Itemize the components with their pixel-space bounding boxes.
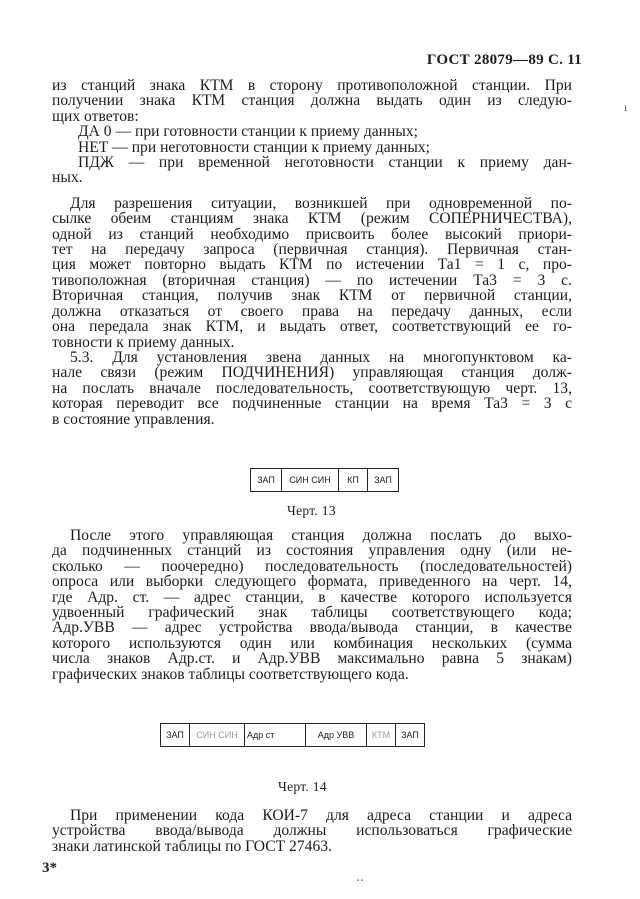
text-block-middle xyxy=(52,528,572,682)
text-line: Вторичная станция, получив знак КТМ от первичной станции, xyxy=(52,287,572,305)
text-line: Адр.УВВ — адрес устройства ввода/вывода станции, в качестве xyxy=(52,619,572,637)
text-line: Для разрешения ситуации, возникшей при одновременной по- xyxy=(70,194,572,212)
text-line: нале связи (режим ПОДЧИНЕНИЯ) управляющая станция долж- xyxy=(52,364,572,382)
sequence-cell: ЗАП xyxy=(367,469,399,491)
text-line: получении знака КТМ станция должна выдать один из следую- xyxy=(52,92,572,110)
text-line: тет на передачу запроса (первичная станция). Первичная стан- xyxy=(52,241,572,259)
text-line: щих ответов: xyxy=(52,107,139,125)
text-line: ция может повторно выдать КТМ по истечении Та1 = 1 с, про- xyxy=(52,256,572,274)
answer-line: ПДЖ — при временной неготовности станции к приему дан- xyxy=(78,154,572,172)
sequence-cell: СИН СИН xyxy=(189,724,244,746)
page-mark: ‥ xyxy=(356,870,365,884)
sequence-cell: Адр УВВ xyxy=(305,724,366,746)
text-line: тивоположная (вторичная станция) — по истечении Та3 = 3 с. xyxy=(52,271,572,289)
text-line: из станций знака КТМ в сторону противоположной станции. При xyxy=(52,77,572,94)
sequence-cell: СИН СИН xyxy=(281,469,338,491)
page-signature: 3* xyxy=(42,860,57,876)
text-block-top xyxy=(52,78,572,427)
text-line: графических знаков таблицы соответствующего кода. xyxy=(52,665,409,683)
text-line: знаки латинской таблицы по ГОСТ 27463. xyxy=(52,837,332,855)
answer-line: ДА 0 — при готовности станции к приему данных; xyxy=(78,123,418,141)
text-line: 5.3. Для установления звена данных на многопунктовом ка- xyxy=(70,348,572,366)
figure-13-sequence xyxy=(250,468,399,492)
text-line: опроса или выборки следующего формата, приведенного на черт. 14, xyxy=(52,573,572,591)
text-line: удвоенный графический знак таблицы соответствующего кода; xyxy=(52,604,572,622)
text-line: числа знаков Адр.ст. и Адр.УВВ максимально равна 5 знакам) xyxy=(52,650,572,668)
text-line: которого используются один или комбинация нескольких (сумма xyxy=(52,634,572,652)
text-line: она передала знак КТМ, и выдать ответ, соответствующий ее го- xyxy=(52,318,572,336)
text-line: да подчиненных станций из состояния управления одну (или не- xyxy=(52,542,572,560)
answer-line: ных. xyxy=(52,169,83,187)
sequence-cell: КП xyxy=(338,469,367,491)
text-line: сылке обеим станциям знака КТМ (режим СОПЕРНИЧЕСТВА), xyxy=(52,210,572,228)
text-line: После этого управляющая станция должна послать до выхо- xyxy=(70,527,572,544)
text-line: должна отказаться от своего права на передачу данных, если xyxy=(52,302,572,320)
margin-mark: ı xyxy=(624,100,628,114)
text-line: сколько — поочередно) последовательность (последовательностей) xyxy=(52,557,572,575)
sequence-cell: ЗАП xyxy=(395,724,425,746)
sequence-cell: ЗАП xyxy=(160,724,189,746)
text-line: где Адр. ст. — адрес станции, в качестве которого используется xyxy=(52,588,572,606)
sequence-cell: ЗАП xyxy=(250,469,281,491)
sequence-cell: КТМ xyxy=(366,724,395,746)
sequence-cell: Адр ст xyxy=(244,724,305,746)
page-header: ГОСТ 28079—89 С. 11 xyxy=(426,52,582,68)
figure-14-caption: Черт. 14 xyxy=(278,779,327,794)
text-line: в состояние управления. xyxy=(52,410,215,428)
text-line: При применении кода КОИ-7 для адреса станции и адреса xyxy=(70,807,572,824)
text-line: на послать вначале последовательность, соответствующую черт. 13, xyxy=(52,379,572,397)
text-line: товности к приему данных. xyxy=(52,333,235,351)
figure-13-caption: Черт. 13 xyxy=(287,503,336,518)
text-line: которая переводит все подчиненные станции на время Та3 = 3 с xyxy=(52,395,572,413)
answer-line: НЕТ — при неготовности станции к приему данных; xyxy=(78,138,430,156)
text-line: одной из станций необходимо присвоить более высокий приори- xyxy=(52,225,572,243)
figure-14-sequence xyxy=(160,723,425,747)
text-line: устройства ввода/вывода должны использоваться графические xyxy=(52,822,572,840)
text-block-bottom xyxy=(52,808,572,854)
